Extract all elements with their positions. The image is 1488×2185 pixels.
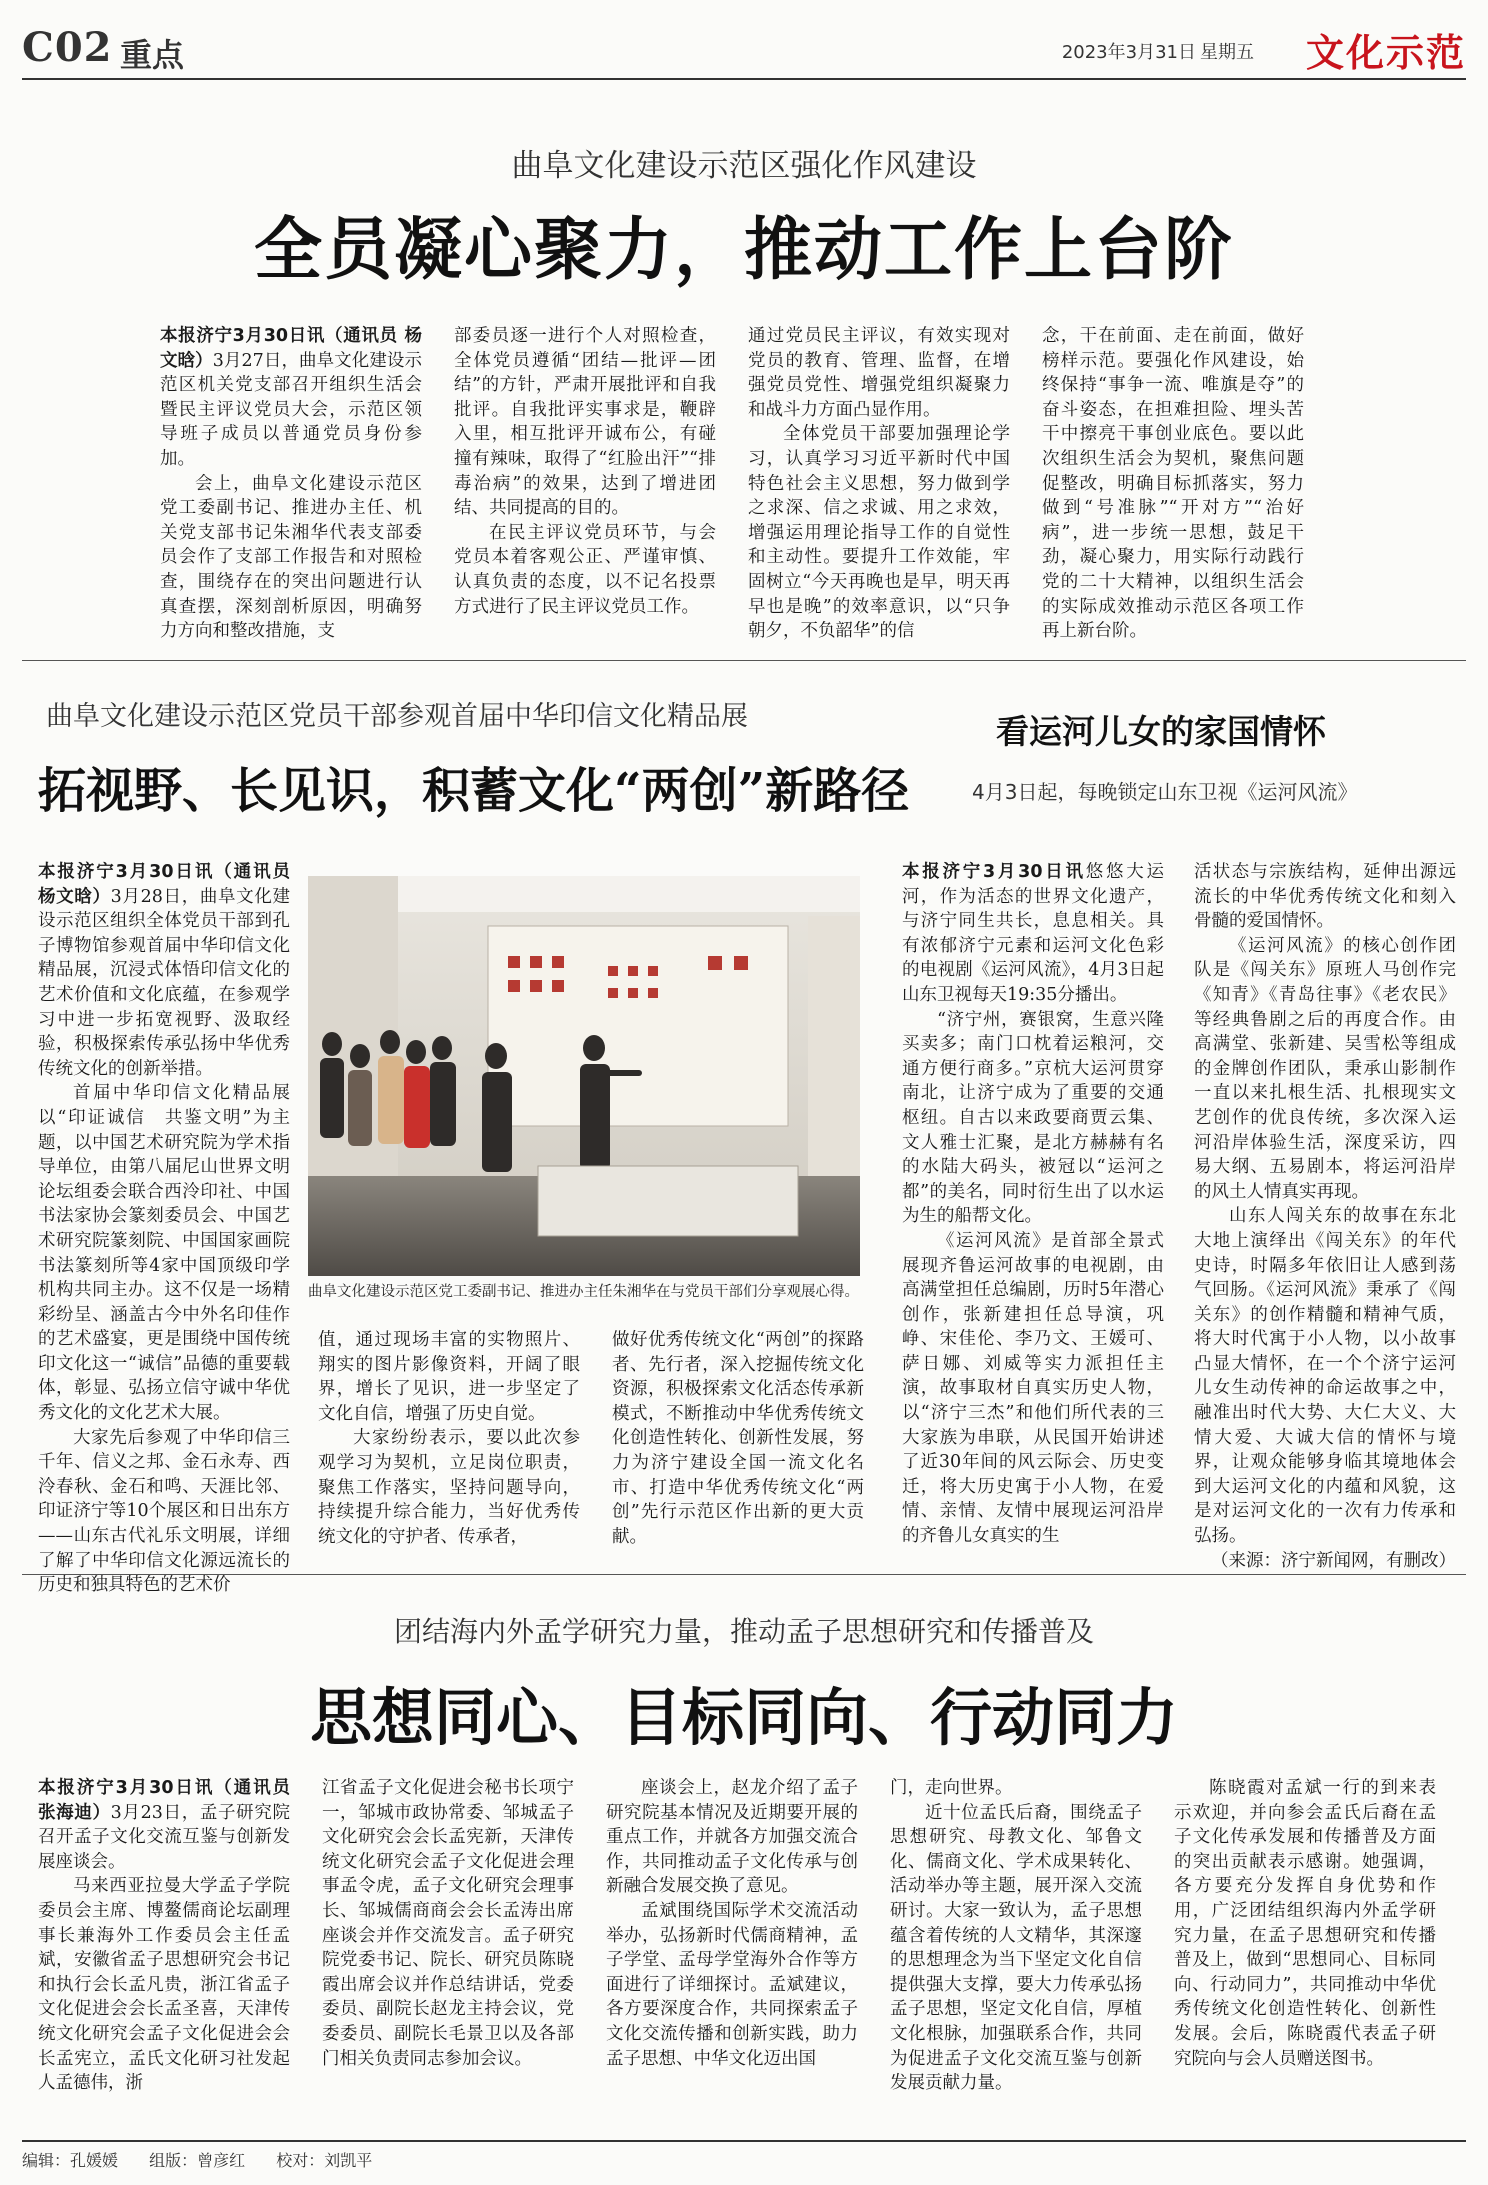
footer-editor: 编辑：孔媛媛 [22, 2151, 119, 2170]
article3-paragraph: 活状态与宗族结构，延伸出源远流长的中华优秀传统文化和刻入骨髓的爱国情怀。 [1194, 862, 1456, 932]
article2-dateline: 本报济宁3月30日讯（通讯员 杨文晗） [38, 862, 290, 907]
article3-dateline: 本报济宁3月30日讯 [902, 862, 1086, 882]
article1-paragraph: 全体党员干部要加强理论学习，认真学习习近平新时代中国特色社会主义思想，努力做到学之求深、信之求诚、用之求效，增强运用理论指导工作的自觉性和主动性。要提升工作效能，牢固树立“今天再晚也是早，明天再早也是晚”的效率意识，以“只争朝夕，不负韶华”的信 [748, 424, 1010, 642]
photo-caption: 曲阜文化建设示范区党工委副书记、推进办主任朱湘华在与党员干部们分享观展心得。 [308, 1284, 859, 1300]
article3-paragraph: 悠悠大运河，作为活态的世界文化遗产，与济宁同生共长，息息相关。具有浓郁济宁元素和运河文化色彩的电视剧《运河风流》，4月3日起山东卫视每天19:35分播出。 [902, 862, 1165, 1005]
article4-column-2 [322, 1776, 574, 2126]
article3-subhead: 4月3日起，每晚锁定山东卫视《运河风流》 [972, 780, 1358, 804]
article1-dateline: 本报济宁3月30日讯（通讯员 杨文晗） [160, 326, 422, 371]
article3-paragraph: 《运河风流》是首部全景式展现齐鲁运河故事的电视剧，由高满堂担任总编剧，历时5年潜心创作，张新建担任总导演，巩峥、宋佳伦、李乃文、王媛可、萨日娜、刘威等实力派担任主演，故事取材自真实历史人物，以“济宁三杰”和他们所代表的三大家族为串联，从民国开始讲述了近30年间的风云际会、历史变迁，将大历史寓于小人物，在爱情、亲情、友情中展现运河沿岸的齐鲁儿女真实的生 [902, 1230, 1164, 1547]
article1-column-1 [160, 324, 422, 642]
article4-paragraph: 近十位孟氏后裔，围绕孟子思想研究、母教文化、邹鲁文化、儒商文化、学术成果转化、活动举办等主题，展开深入交流研讨。大家一致认为，孟子思想蕴含着传统的人文精华，其深邃的思想理念为当下坚定文化自信提供强大支撑，要大力传承弘扬孟子思想，坚定文化自信，厚植文化根脉，加强联系合作，共同为促进孟子文化交流互鉴与创新发展贡献力量。 [890, 1802, 1142, 2094]
article4-headline: 思想同心、目标同向、行动同力 [309, 1681, 1178, 1754]
article2-paragraph: 做好优秀传统文化“两创”的探路者、先行者，深入挖掘传统文化资源，积极探索文化活态传承新模式，不断推动中华优秀传统文化创造性转化、创新性发展，努力为济宁建设全国一流文化名市、打造中华优秀传统文化“两创”先行示范区作出新的更大贡献。 [612, 1330, 864, 1547]
article2-paragraph: 大家纷纷表示，要以此次参观学习为契机，立足岗位职责，聚焦工作落实，坚持问题导向，持续提升综合能力，当好优秀传统文化的守护者、传承者， [318, 1428, 580, 1547]
article3-headline: 看运河儿女的家国情怀 [996, 712, 1326, 751]
article1-kicker: 曲阜文化建设示范区强化作风建设 [511, 148, 977, 184]
article3-column-1 [902, 860, 1165, 1547]
article4-column-1 [38, 1776, 290, 2126]
article1-paragraph: 通过党员民主评议，有效实现对党员的教育、管理、监督，在增强党员党性、增强党组织凝聚力和战斗力方面凸显作用。 [748, 326, 1010, 420]
article3-paragraph: 山东人闯关东的故事在东北大地上演绎出《闯关东》的年代史诗，时隔多年依旧让人感到荡气回肠。《运河风流》秉承了《闯关东》的创作精髓和精神气质，将大时代寓于小人物，以小故事凸显大情怀，在一个个济宁运河儿女生动传神的命运故事之中，融准出时代大势、大仁大义、大情大爱、大诚大信的情怀与境界，让观众能够身临其境地体会到大运河文化的内蕴和风貌，这是对运河文化的一次有力传承和弘扬。 [1194, 1206, 1456, 1547]
exhibition-photo [308, 876, 860, 1276]
article1-column-2 [454, 324, 716, 629]
article2-paragraph: 首届中华印信文化精品展以“印证诚信 共鉴文明”为主题，以中国艺术研究院为学术指导单位，由第八届尼山世界文明论坛组委会联合西泠印社、中国书法家协会篆刻委员会、中国艺术研究院篆刻院、中国国家画院书法篆刻所等4家中国顶级印学机构共同主办。这不仅是一场精彩纷呈、涵盖古今中外名印佳作的艺术盛宴，更是围绕中国传统印文化这一“诚信”品德的重要载体，彰显、弘扬立信守诚中华优秀文化的文化艺术大展。 [38, 1083, 290, 1424]
section-divider [22, 660, 1466, 661]
article2-paragraph: 值，通过现场丰富的实物照片、翔实的图片影像资料，开阔了眼界，增长了见识，进一步坚定了文化自信，增强了历史自觉。 [318, 1330, 580, 1424]
article2-paragraph: 大家先后参观了中华印信三千年、信义之邦、金石永寿、西泠春秋、金石和鸣、天涯比邻、印证济宁等10个展区和日出东方——山东古代礼乐文明展，详细了解了中华印信文化源远流长的历史和独具特色的艺术价 [38, 1427, 290, 1596]
article4-column-3 [606, 1776, 858, 2126]
article1-paragraph: 在民主评议党员环节，与会党员本着客观公正、严谨审慎、认真负责的态度，以不记名投票方式进行了民主评议党员工作。 [454, 522, 716, 617]
issue-weekday: 星期五 [1200, 42, 1254, 63]
article4-paragraph: 陈晓霞对孟斌一行的到来表示欢迎，并向参会孟氏后裔在孟子文化传承发展和传播普及方面的突出贡献表示感谢。她强调，各方要充分发挥自身优势和作用，广泛团结组织海内外孟学研究力量，在孟子思想研究和传播普及上，做到“思想同心、目标同向、行动同力”，共同推动中华优秀传统文化创造性转化、创新性发展。会后，陈晓霞代表孟子研究院向与会人员赠送图书。 [1174, 1778, 1436, 2069]
article3-source: （来源：济宁新闻网，有删改） [1211, 1550, 1456, 1571]
article3-paragraph: 《运河风流》的核心创作团队是《闯关东》原班人马创作完《知青》《青岛往事》《老农民》等经典鲁剧之后的再度合作。由高满堂、张新建、吴雪松等组成的金牌创作团队，秉承山影制作一直以来扎根生活、扎根现实文艺创作的优良传统，多次深入运河沿岸体验生活，深度采访，四易大纲、五易剧本，将运河沿岸的风土人情真实再现。 [1194, 935, 1456, 1202]
article2-column-2 [318, 1328, 580, 1547]
article2-column-1 [38, 860, 291, 1596]
footer-layout: 组版：曾彦红 [149, 2151, 246, 2170]
footer-proof: 校对：刘凯平 [276, 2151, 373, 2170]
article2-column-3 [612, 1328, 864, 1547]
section-name: 重点 [120, 36, 185, 74]
article3-paragraph: “济宁州，赛银窝，生意兴隆买卖多；南门口枕着运粮河，交通方便行商多。”京杭大运河贯穿南北，让济宁成为了重要的交通枢纽。自古以来政要商贾云集、文人雅士汇聚，是北方赫赫有名的水陆大码头，被冠以“运河之都”的美名，同时衍生出了以水运为生的船帮文化。 [902, 1009, 1164, 1227]
footer [22, 2140, 1466, 2171]
article4-paragraph: 江省孟子文化促进会秘书长项宁一，邹城市政协常委、邹城孟子文化研究会会长孟宪新，天津传统文化研究会孟子文化促进会理事孟令虎，孟子文化研究会理事长、邹城儒商商会会长孟涛出席座谈会并作交流发言。孟子研究院党委书记、院长、研究员陈晓霞出席会议并作总结讲话，党委委员、副院长赵龙主持会议，党委委员、副院长毛景卫以及各部门相关负责同志参加会议。 [322, 1778, 574, 2069]
masthead [22, 18, 1466, 80]
article4-paragraph: 门，走向世界。 [890, 1778, 1013, 1798]
article1-column-3 [748, 324, 1010, 642]
article4-paragraph: 孟斌围绕国际学术交流活动举办，弘扬新时代儒商精神，孟子学堂、孟母学堂海外合作等方面进行了详细探讨。孟斌建议，各方要深度合作，共同探索孟子文化交流传播和创新实践，助力孟子思想、中华文化迈出国 [606, 1900, 858, 2069]
article2-paragraph: 3月28日，曲阜文化建设示范区组织全体党员干部到孔子博物馆参观首届中华印信文化精品展，沉浸式体悟印信文化的艺术价值和文化底蕴，在参观学习中进一步拓宽视野、汲取经验，积极探索传承弘扬中华优秀传统文化的创新举措。 [38, 886, 291, 1079]
article4-column-4 [890, 1776, 1142, 2126]
article1-paragraph: 念，干在前面、走在前面，做好榜样示范。要强化作风建设，始终保持“事争一流、唯旗是夺”的奋斗姿态，在担难担险、埋头苦干中擦亮干事创业底色。要以此次组织生活会为契机，聚焦问题促整改，明确目标抓落实，努力做到“号准脉”“开对方”“治好病”，进一步统一思想，鼓足干劲，凝心聚力，用实际行动践行党的二十大精神，以组织生活会的实际成效推动示范区各项工作再上新台阶。 [1042, 326, 1304, 642]
issue-date: 2023年3月31日 [1061, 42, 1196, 63]
article3-column-2 [1194, 860, 1456, 1571]
brand-logo: 文化示范 [1305, 31, 1466, 75]
page-number: C02 [22, 24, 113, 71]
article1-paragraph: 部委员逐一进行个人对照检查，全体党员遵循“团结—批评—团结”的方针，严肃开展批评和自我批评。自我批评实事求是，鞭辟入里，相互批评开诚布公，有碰撞有辣味，取得了“红脸出汗”“排毒治病”的效果，达到了增进团结、共同提高的目的。 [454, 326, 716, 519]
article1-paragraph: 3月27日，曲阜文化建设示范区机关党支部召开组织生活会暨民主评议党员大会，示范区领导班子成员以普通党员身份参加。 [160, 350, 422, 469]
article2-headline: 拓视野、长见识，积蓄文化“两创”新路径 [38, 763, 910, 819]
article4-paragraph: 马来西亚拉曼大学孟子学院委员会主席、博鳌儒商论坛副理事长兼海外工作委员会主任孟斌，安徽省孟子思想研究会书记和执行会长孟凡贵，浙江省孟子文化促进会会长孟圣喜，天津传统文化研究会孟子文化促进会会长孟宪立，孟氏文化研习社发起人孟德伟，浙 [38, 1876, 290, 2094]
article1-paragraph: 会上，曲阜文化建设示范区党工委副书记、推进办主任、机关党支部书记朱湘华代表支部委员会作了支部工作报告和对照检查，围绕存在的突出问题进行认真查摆，深刻剖析原因，明确努力方向和整改措施，支 [160, 473, 422, 642]
article2-kicker: 曲阜文化建设示范区党员干部参观首届中华印信文化精品展 [46, 701, 748, 732]
article4-column-5 [1174, 1776, 1436, 2126]
section-divider [22, 1574, 1466, 1575]
article4-dateline: 本报济宁3月30日讯（通讯员 张海迪） [38, 1778, 290, 1823]
article1-headline: 全员凝心聚力，推动工作上台阶 [253, 210, 1234, 290]
article4-paragraph: 座谈会上，赵龙介绍了孟子研究院基本情况及近期要开展的重点工作，并就各方加强交流合作，共同推动孟子文化传承与创新融合发展交换了意见。 [606, 1778, 858, 1897]
article1-column-4 [1042, 324, 1304, 642]
article4-kicker: 团结海内外孟学研究力量，推动孟子思想研究和传播普及 [393, 1615, 1094, 1648]
article4-paragraph: 3月23日，孟子研究院召开孟子文化交流互鉴与创新发展座谈会。 [38, 1802, 291, 1872]
